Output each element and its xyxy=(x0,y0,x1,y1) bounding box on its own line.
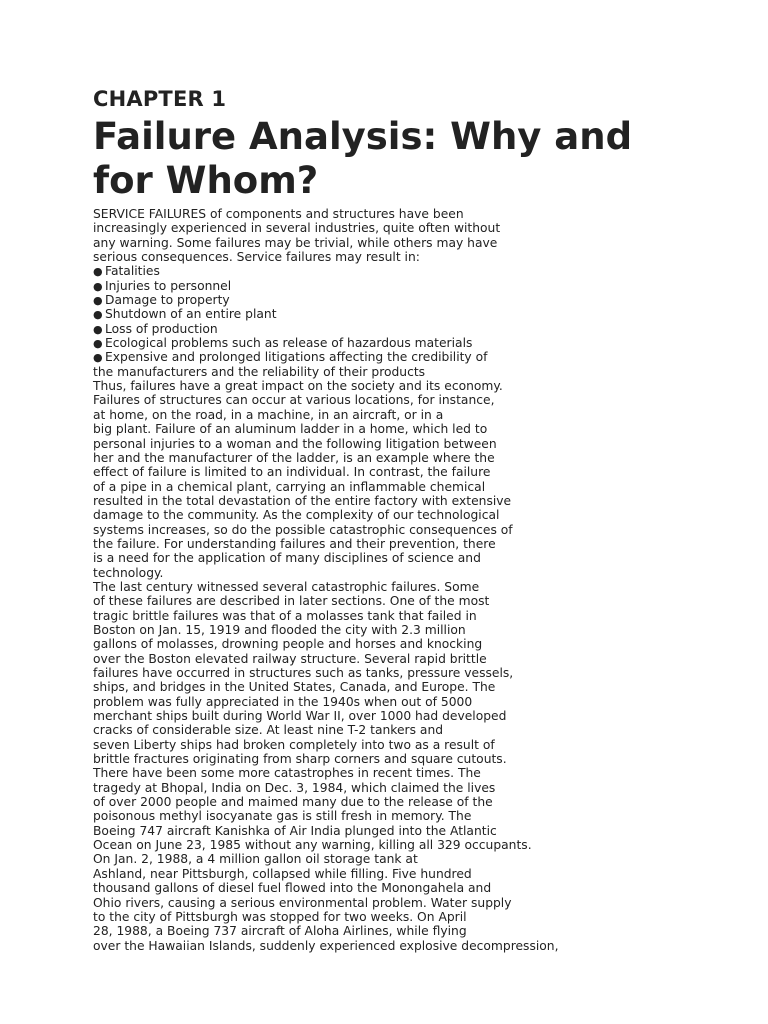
bullet-icon: ● xyxy=(93,308,103,322)
paragraph-line: over the Hawaiian Islands, suddenly experienced explosive decompression, xyxy=(93,938,559,953)
chapter-title-line: Failure Analysis: Why and xyxy=(93,115,633,158)
paragraph-line: over the Boston elevated railway structure. Several rapid brittle xyxy=(93,651,487,666)
bullet-icon: ● xyxy=(93,294,103,308)
paragraph-line: Ashland, near Pittsburgh, collapsed while filling. Five hundred xyxy=(93,866,472,881)
paragraph-line: problem was fully appreciated in the 1940s when out of 5000 xyxy=(93,694,473,709)
bullet-text: Injuries to personnel xyxy=(105,278,232,293)
paragraph-line: There have been some more catastrophes in recent times. The xyxy=(93,766,481,781)
paragraph-line: at home, on the road, in a machine, in an aircraft, or in a xyxy=(93,407,444,422)
chapter-title xyxy=(93,115,653,203)
bullet-text: Expensive and prolonged litigations affecting the credibility of xyxy=(105,350,488,365)
bullet-item xyxy=(93,350,653,364)
paragraph-line: seven Liberty ships had broken completely into two as a result of xyxy=(93,737,495,752)
chapter-title-line: for Whom? xyxy=(93,159,319,202)
bullet-item xyxy=(93,336,653,350)
bullet-text: Ecological problems such as release of hazardous materials xyxy=(105,336,473,351)
bullet-text: Damage to property xyxy=(105,293,230,308)
paragraph-line: damage to the community. As the complexity of our technological xyxy=(93,508,500,523)
bullet-icon: ● xyxy=(93,351,103,365)
bullet-item xyxy=(93,293,653,307)
paragraph-line: Ocean on June 23, 1985 without any warning, killing all 329 occupants. xyxy=(93,838,532,853)
paragraph-line: technology. xyxy=(93,565,164,580)
paragraph-line: cracks of considerable size. At least nine T-2 tankers and xyxy=(93,723,444,738)
paragraph-line: merchant ships built during World War II, over 1000 had developed xyxy=(93,709,507,724)
bullet-item xyxy=(93,279,653,293)
paragraph-line: the failure. For understanding failures and their prevention, there xyxy=(93,536,496,551)
bullet-item xyxy=(93,264,653,278)
paragraph-line: Failures of structures can occur at various locations, for instance, xyxy=(93,393,495,408)
paragraph-line: poisonous methyl isocyanate gas is still fresh in memory. The xyxy=(93,809,472,824)
paragraph-line: any warning. Some failures may be trivial, while others may have xyxy=(93,235,498,250)
paragraph-line: The last century witnessed several catastrophic failures. Some xyxy=(93,579,480,594)
paragraph-line: tragedy at Bhopal, India on Dec. 3, 1984, which claimed the lives xyxy=(93,780,496,795)
bullet-text: Fatalities xyxy=(105,264,160,279)
paragraph-line: ships, and bridges in the United States, Canada, and Europe. The xyxy=(93,680,496,695)
bullet-icon: ● xyxy=(93,279,103,293)
paragraph-line: Thus, failures have a great impact on the society and its economy. xyxy=(93,379,503,394)
paragraph-line: thousand gallons of diesel fuel flowed into the Monongahela and xyxy=(93,881,492,896)
paragraph-line: failures have occurred in structures such as tanks, pressure vessels, xyxy=(93,666,514,680)
bullet-icon: ● xyxy=(93,337,103,351)
bullet-item xyxy=(93,307,653,321)
paragraph-line: serious consequences. Service failures may result in: xyxy=(93,250,420,265)
paragraph-line: of a pipe in a chemical plant, carrying an inflammable chemical xyxy=(93,479,486,494)
paragraph-line: resulted in the total devastation of the entire factory with extensive xyxy=(93,493,512,508)
paragraph-line: big plant. Failure of an aluminum ladder in a home, which led to xyxy=(93,422,488,437)
paragraph-line: effect of failure is limited to an individual. In contrast, the failure xyxy=(93,465,491,480)
paragraph-line: systems increases, so do the possible catastrophic consequences of xyxy=(93,522,513,537)
paragraph-line: On Jan. 2, 1988, a 4 million gallon oil storage tank at xyxy=(93,852,418,867)
paragraph-line: her and the manufacturer of the ladder, is an example where the xyxy=(93,450,495,465)
chapter-label: CHAPTER 1 xyxy=(93,87,227,111)
paragraph-line: Ohio rivers, causing a serious environmental problem. Water supply xyxy=(93,895,512,910)
chapter-body xyxy=(93,207,653,953)
paragraph-line: of over 2000 people and maimed many due to the release of the xyxy=(93,795,493,810)
paragraph-line: 28, 1988, a Boeing 737 aircraft of Aloha Airlines, while flying xyxy=(93,924,467,939)
bullet-icon: ● xyxy=(93,322,103,336)
paragraph-line: of these failures are described in later sections. One of the most xyxy=(93,594,490,609)
bullet-icon: ● xyxy=(93,265,103,279)
paragraph-line: tragic brittle failures was that of a molasses tank that failed in xyxy=(93,608,477,623)
paragraph-line: personal injuries to a woman and the following litigation between xyxy=(93,436,497,451)
document-page xyxy=(93,86,653,953)
paragraph-line: gallons of molasses, drowning people and horses and knocking xyxy=(93,637,483,652)
bullet-text: Shutdown of an entire plant xyxy=(105,307,277,322)
bullet-item xyxy=(93,322,653,336)
paragraph-line: increasingly experienced in several industries, quite often without xyxy=(93,221,501,236)
paragraph-line: Boeing 747 aircraft Kanishka of Air India plunged into the Atlantic xyxy=(93,823,497,838)
paragraph-line: the manufacturers and the reliability of their products xyxy=(93,364,426,379)
bullet-text: Loss of production xyxy=(105,321,218,336)
paragraph-line: Boston on Jan. 15, 1919 and flooded the city with 2.3 million xyxy=(93,622,466,637)
paragraph-line: is a need for the application of many disciplines of science and xyxy=(93,551,481,566)
paragraph-line: brittle fractures originating from sharp corners and square cutouts. xyxy=(93,752,507,767)
paragraph-line: to the city of Pittsburgh was stopped for two weeks. On April xyxy=(93,909,467,924)
paragraph-line: SERVICE FAILURES of components and structures have been xyxy=(93,207,464,221)
